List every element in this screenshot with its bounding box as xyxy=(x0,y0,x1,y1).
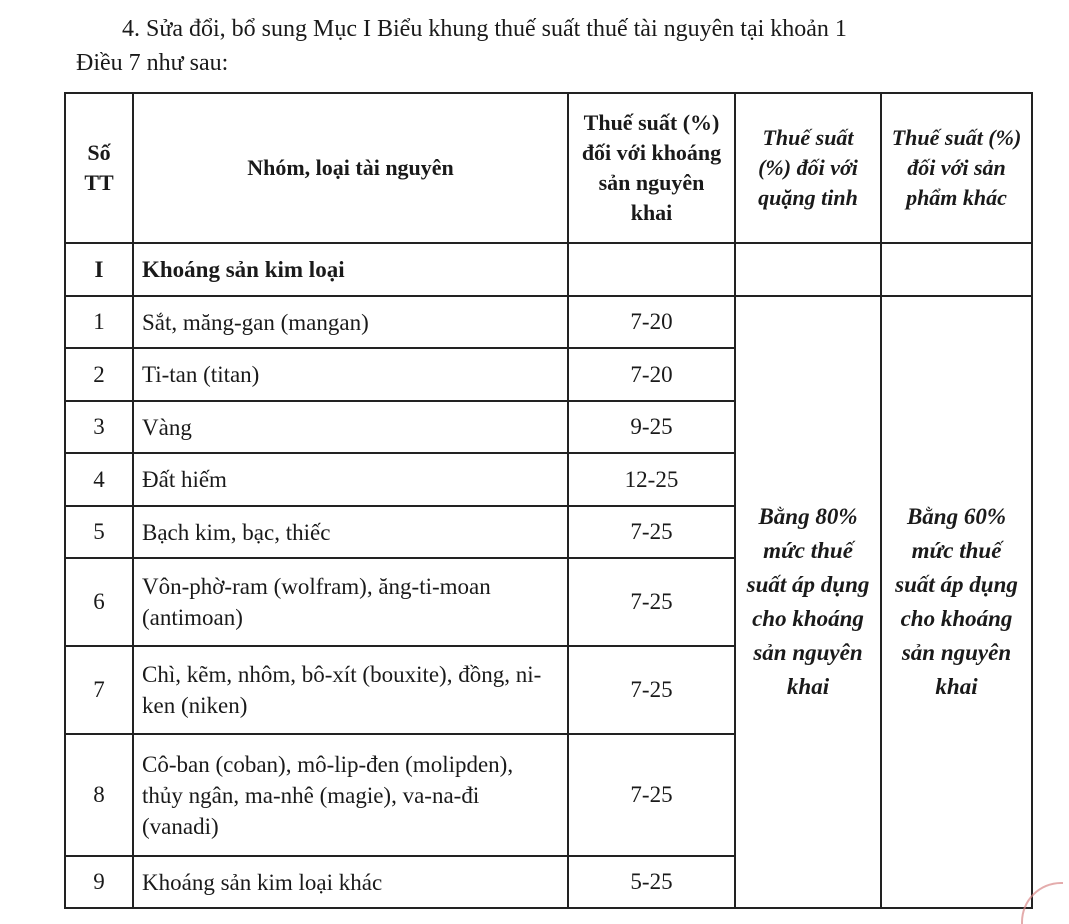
header-concentrate-rate: Thuế suất (%) đối với quặng tinh xyxy=(735,93,881,243)
row-no: 1 xyxy=(65,296,133,348)
row-rate: 7-25 xyxy=(568,734,735,856)
header-raw-rate: Thuế suất (%) đối với khoáng sản nguyên khai xyxy=(568,93,735,243)
row-no: 5 xyxy=(65,506,133,558)
row-name: Ti-tan (titan) xyxy=(133,348,568,401)
intro-line-1: 4. Sửa đổi, bổ sung Mục I Biểu khung thuế suất thuế tài nguyên tại khoản 1 xyxy=(122,16,847,42)
section-empty-raw xyxy=(568,243,735,296)
row-name: Vàng xyxy=(133,401,568,453)
row-rate: 12-25 xyxy=(568,453,735,506)
row-rate: 7-20 xyxy=(568,296,735,348)
row-name: Đất hiếm xyxy=(133,453,568,506)
section-no: I xyxy=(65,243,133,296)
row-name: Cô-ban (coban), mô-lip-đen (molipden), thủy ngân, ma-nhê (magie), va-na-đi (vanadi) xyxy=(133,734,568,856)
section-name: Khoáng sản kim loại xyxy=(133,243,568,296)
row-rate: 7-25 xyxy=(568,558,735,646)
section-row xyxy=(65,243,1032,296)
row-no: 8 xyxy=(65,734,133,856)
row-name: Vôn-phờ-ram (wolfram), ăng-ti-moan (antimoan) xyxy=(133,558,568,646)
intro-line-2: Điều 7 như sau: xyxy=(76,50,229,76)
row-rate: 5-25 xyxy=(568,856,735,908)
row-rate: 7-25 xyxy=(568,646,735,734)
row-rate: 7-20 xyxy=(568,348,735,401)
row-rate: 7-25 xyxy=(568,506,735,558)
row-no: 4 xyxy=(65,453,133,506)
row-no: 6 xyxy=(65,558,133,646)
section-empty-other xyxy=(881,243,1032,296)
row-rate: 9-25 xyxy=(568,401,735,453)
header-row xyxy=(65,93,1032,243)
table-row xyxy=(65,296,1032,348)
row-no: 9 xyxy=(65,856,133,908)
section-empty-concentrate xyxy=(735,243,881,296)
header-group: Nhóm, loại tài nguyên xyxy=(133,93,568,243)
row-no: 2 xyxy=(65,348,133,401)
row-name: Khoáng sản kim loại khác xyxy=(133,856,568,908)
row-name: Chì, kẽm, nhôm, bô-xít (bouxite), đồng, ni-ken (niken) xyxy=(133,646,568,734)
tax-rate-table xyxy=(64,92,1033,909)
row-no: 7 xyxy=(65,646,133,734)
row-name: Sắt, măng-gan (mangan) xyxy=(133,296,568,348)
intro-paragraph xyxy=(62,12,1052,80)
header-other-rate: Thuế suất (%) đối với sản phẩm khác xyxy=(881,93,1032,243)
concentrate-note: Bằng 80% mức thuế suất áp dụng cho khoáng sản nguyên khai xyxy=(735,296,881,908)
row-no: 3 xyxy=(65,401,133,453)
row-name: Bạch kim, bạc, thiếc xyxy=(133,506,568,558)
other-note: Bằng 60% mức thuế suất áp dụng cho khoáng sản nguyên khai xyxy=(881,296,1032,908)
header-stt: Số TT xyxy=(65,93,133,243)
